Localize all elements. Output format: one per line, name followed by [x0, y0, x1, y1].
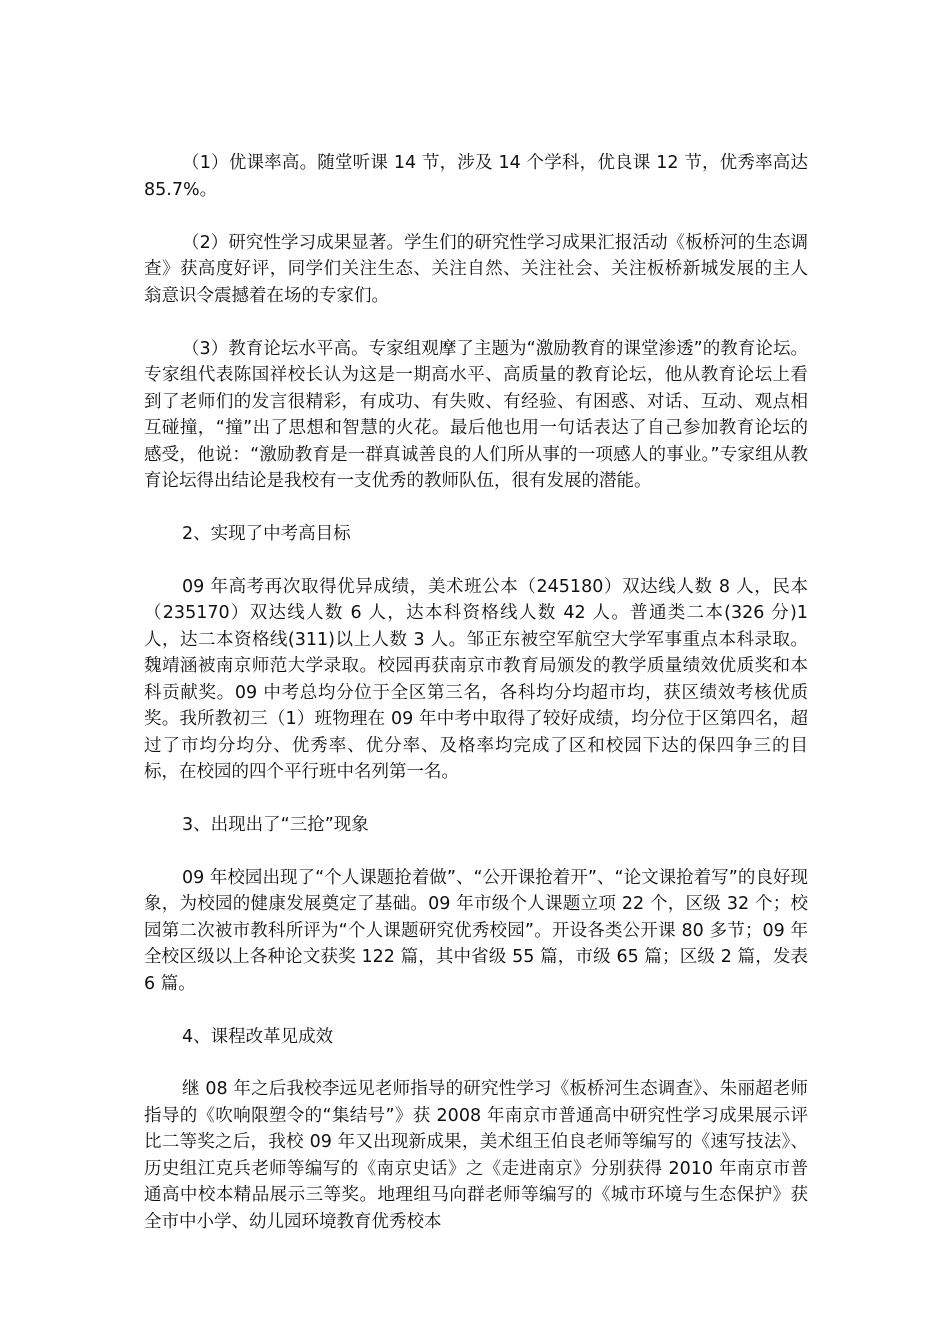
paragraph-curriculum-results: 继 08 年之后我校李远见老师指导的研究性学习《板桥河生态调查》、朱丽超老师指导的《吹响限塑令的“集结号”》获 2008 年南京市普通高中研究性学习成果展示评比二等奖之后，我校 09 年又出现新成果，美术组王伯良老师等编写的《速写技法》、历史组江克兵老师等编写的《南京史话》之《走进南京》分别获得 2010 年南京市普通高中校本精品展示三等奖。地理组马向群老师等编写的《城市环境与生态保护》获全市中小学、幼儿园环境教育优秀校本 [144, 1079, 808, 1232]
section-heading-exam-goal: 2、实现了中考高目标 [182, 524, 351, 544]
document-body [144, 150, 808, 1262]
paragraph-research-learning: （2）研究性学习成果显著。学生们的研究性学习成果汇报活动《板桥河的生态调查》获高度好评，同学们关注生态、关注自然、关注社会、关注板桥新城发展的主人翁意识令震撼着在场的专家们。 [144, 232, 808, 306]
paragraph-exam-results: 09 年高考再次取得优异成绩，美术班公本（245180）双达线人数 8 人，民本（235170）双达线人数 6 人，达本科资格线人数 42 人。普通类二本(326 分)1 人，达二本资格线(311)以上人数 3 人。邹正东被空军航空大学军事重点本科录取。魏靖涵被南京师范大学录取。校园再获南京市教育局颁发的教学质量绩效优质奖和本科贡献奖。09 中考总均分位于全区第三名，各科均分均超市均，获区绩效考核优质奖。我所教初三（1）班物理在 09 年中考中取得了较好成绩，均分位于区第四名，超过了市均分均分、优秀率、优分率、及格率均完成了区和校园下达的保四争三的目标，在校园的四个平行班中名列第一名。 [144, 576, 808, 782]
section-heading-three-rush: 3、出现出了“三抢”现象 [182, 815, 369, 835]
paragraph-research-activity: 09 年校园出现了“个人课题抢着做”、“公开课抢着开”、“论文课抢着写”的良好现象，为校园的健康发展奠定了基础。09 年市级个人课题立项 22 个，区级 32 个；校园第二次被市教科所评为“个人课题研究优秀校园”。开设各类公开课 80 多节；09 年全校区级以上各种论文获奖 122 篇，其中省级 55 篇，市级 65 篇；区级 2 篇，发表 6 篇。 [144, 867, 808, 994]
section-heading-curriculum-reform: 4、课程改革见成效 [182, 1026, 334, 1047]
paragraph-education-forum: （3）教育论坛水平高。专家组观摩了主题为“激励教育的课堂渗透”的教育论坛。专家组代表陈国祥校长认为这是一期高水平、高质量的教育论坛，他从教育论坛上看到了老师们的发言很精彩，有成功、有失败、有经验、有困惑、对话、互动、观点相互碰撞，“撞”出了思想和智慧的火花。最后他也用一句话表达了自己参加教育论坛的感受，他说：“激励教育是一群真诚善良的人们所从事的一项感人的事业。”专家组从教育论坛得出结论是我校有一支优秀的教师队伍，很有发展的潜能。 [144, 338, 808, 491]
paragraph-excellent-lesson-rate: （1）优课率高。随堂听课 14 节，涉及 14 个学科，优良课 12 节，优秀率高达 85.7%。 [144, 153, 808, 200]
